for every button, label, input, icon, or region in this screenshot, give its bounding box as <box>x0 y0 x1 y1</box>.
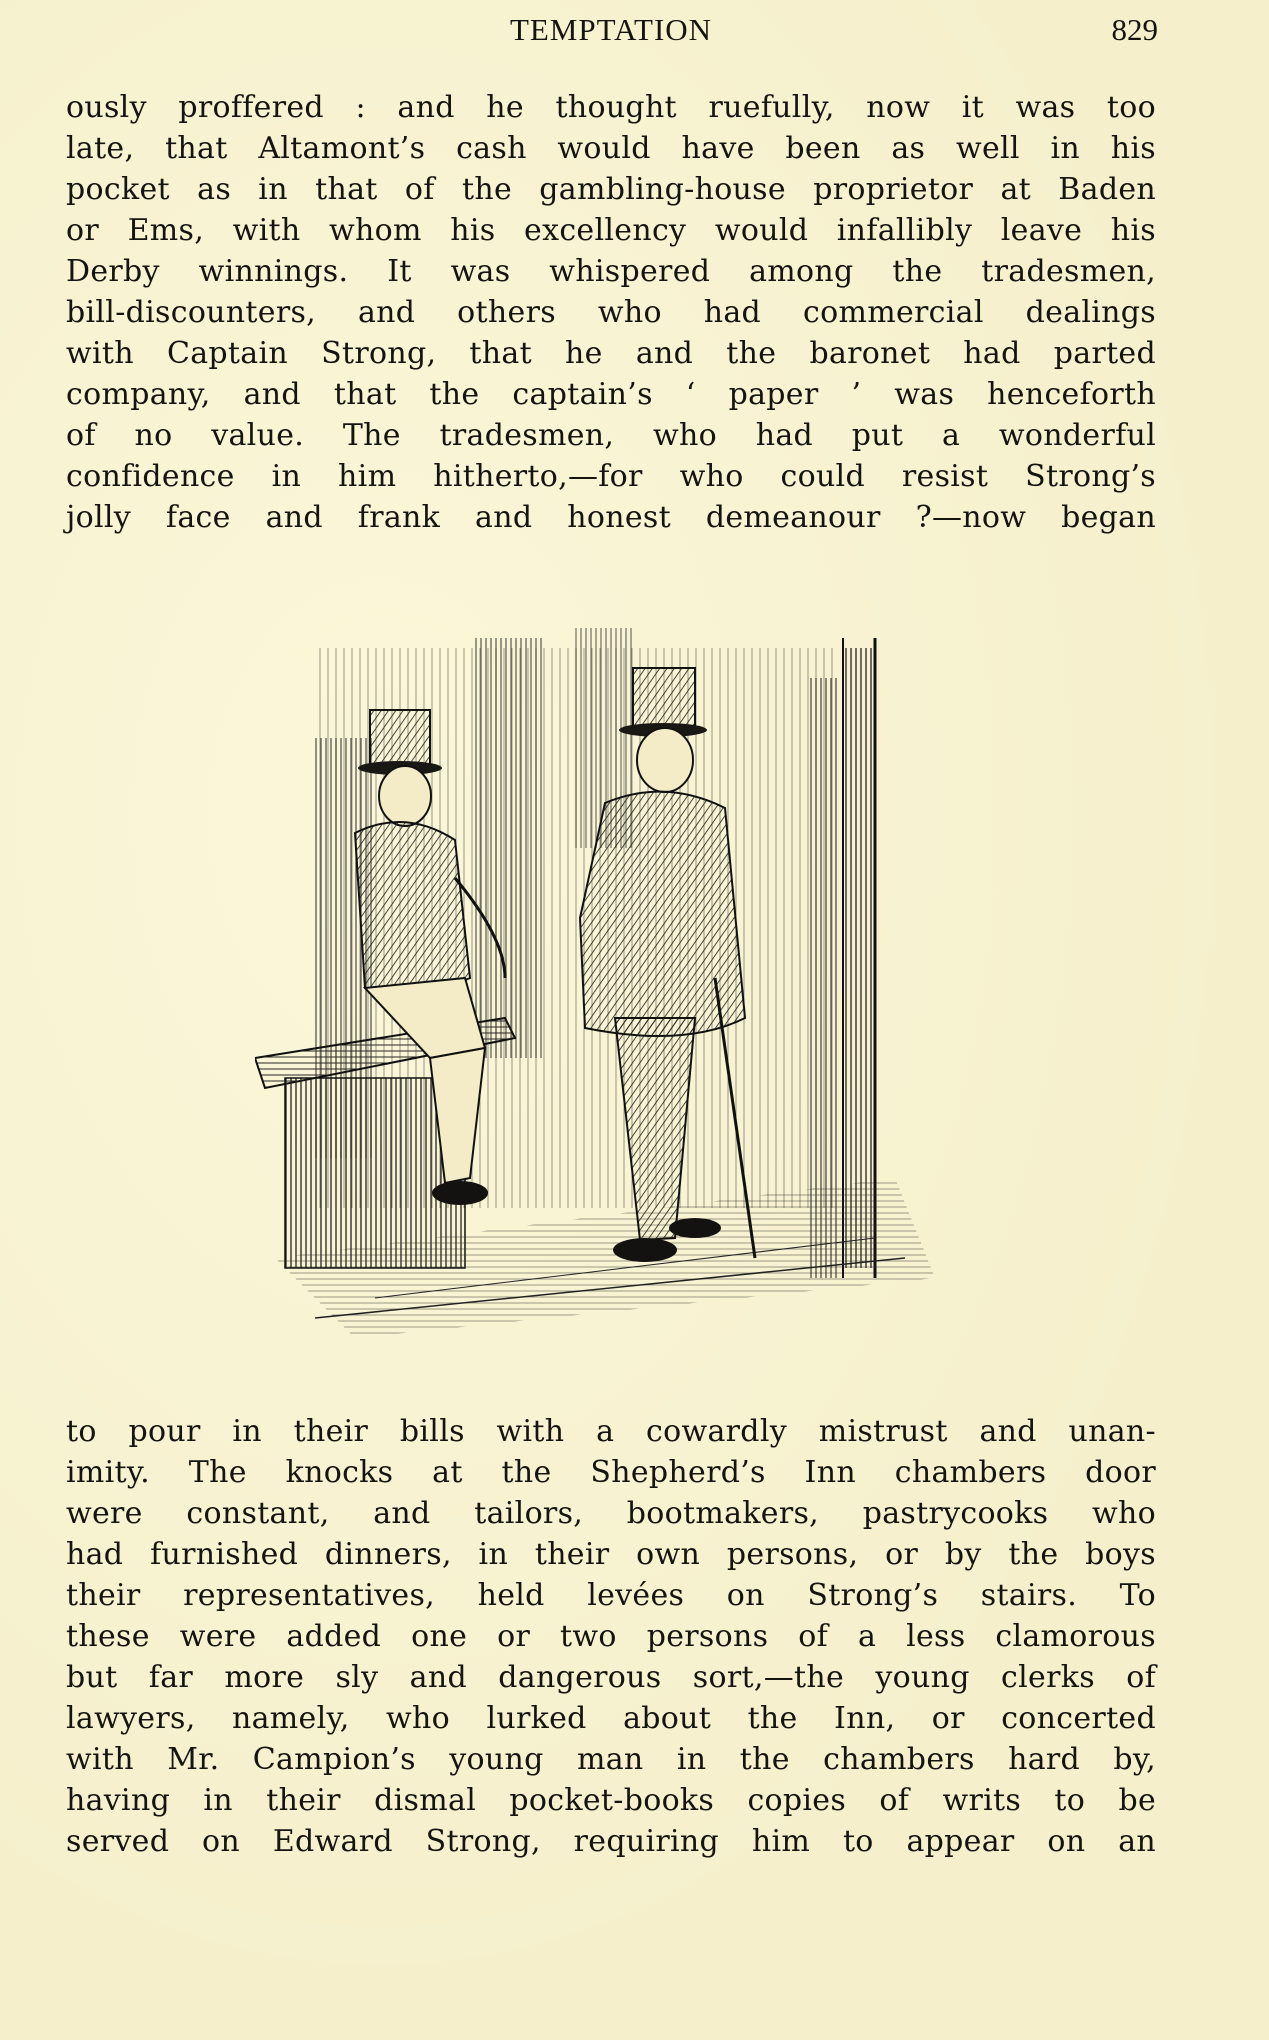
text-line: lawyers, namely, who lurked about the Inn, or concerted <box>66 1701 1156 1736</box>
text-line: to pour in their bills with a cowardly mistrust and unan- <box>66 1414 1156 1449</box>
paragraph-top <box>66 87 1156 538</box>
text-line: imity. The knocks at the Shepherd’s Inn chambers door <box>66 1455 1156 1490</box>
text-line: these were added one or two persons of a less clamorous <box>66 1619 1156 1654</box>
text-line: served on Edward Strong, requiring him to appear on an <box>66 1824 1156 1859</box>
engraving-svg <box>255 618 955 1338</box>
text-line: with Mr. Campion’s young man in the chambers hard by, <box>66 1742 1156 1777</box>
text-line: jolly face and frank and honest demeanour ?—now began <box>66 500 1156 535</box>
text-line: bill-discounters, and others who had commercial dealings <box>66 295 1156 330</box>
engraving-illustration <box>255 618 955 1338</box>
text-line: ously proffered : and he thought ruefully, now it was too <box>66 90 1156 125</box>
text-line: of no value. The tradesmen, who had put a wonderful <box>66 418 1156 453</box>
text-line: company, and that the captain’s ‘ paper ’ was henceforth <box>66 377 1156 412</box>
text-line: Derby winnings. It was whispered among the tradesmen, <box>66 254 1156 289</box>
running-head <box>64 12 1158 52</box>
text-line: with Captain Strong, that he and the baronet had parted <box>66 336 1156 371</box>
text-line: confidence in him hitherto,—for who could resist Strong’s <box>66 459 1156 494</box>
text-line: or Ems, with whom his excellency would infallibly leave his <box>66 213 1156 248</box>
text-line: but far more sly and dangerous sort,—the young clerks of <box>66 1660 1156 1695</box>
page-number: 829 <box>1111 12 1158 47</box>
running-title: TEMPTATION <box>509 12 713 47</box>
text-line: their representatives, held levées on Strong’s stairs. To <box>66 1578 1156 1613</box>
text-line: were constant, and tailors, bootmakers, pastrycooks who <box>66 1496 1156 1531</box>
text-line: had furnished dinners, in their own persons, or by the boys <box>66 1537 1156 1572</box>
text-line: having in their dismal pocket-books copies of writs to be <box>66 1783 1156 1818</box>
text-line: late, that Altamont’s cash would have been as well in his <box>66 131 1156 166</box>
paragraph-bottom <box>66 1411 1156 1862</box>
text-line: pocket as in that of the gambling-house proprietor at Baden <box>66 172 1156 207</box>
